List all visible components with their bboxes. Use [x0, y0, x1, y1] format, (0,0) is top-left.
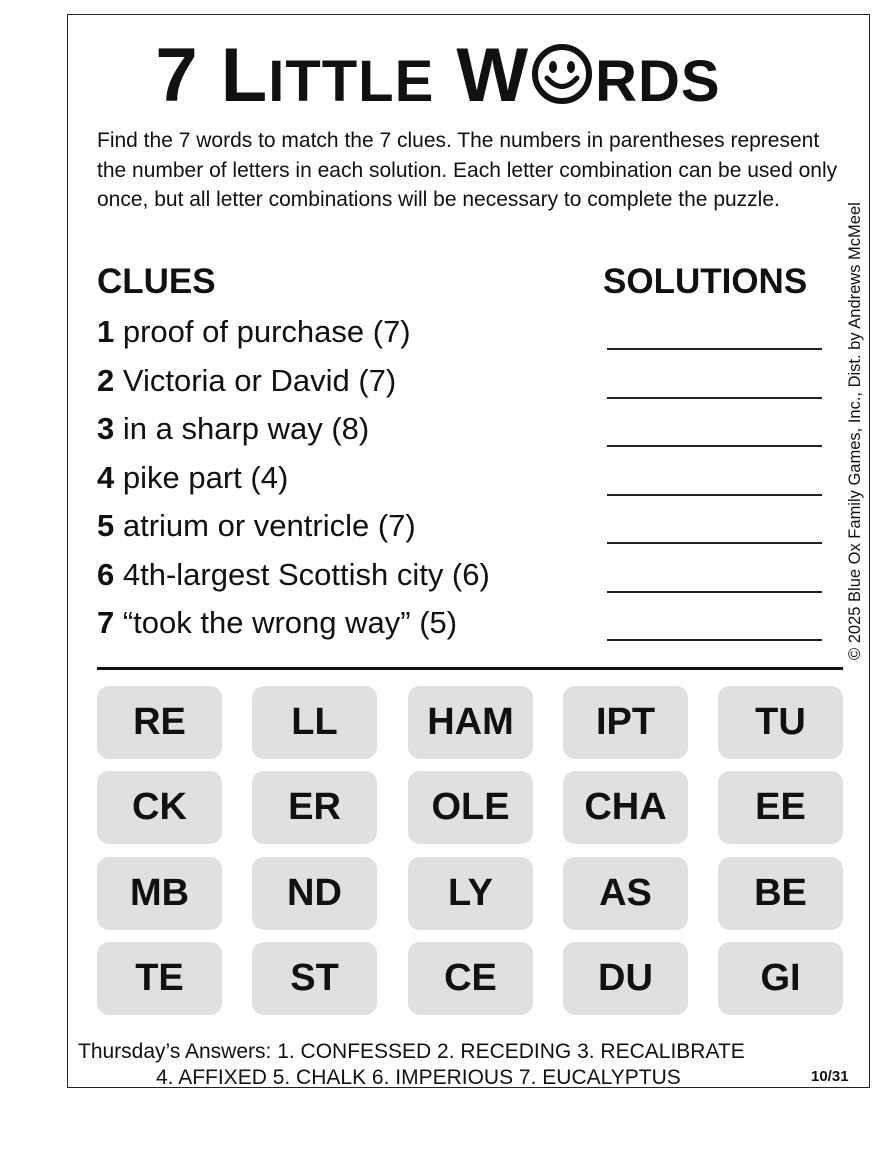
letter-tile[interactable]: LL: [252, 686, 377, 759]
letter-tile[interactable]: ER: [252, 771, 377, 844]
letter-tile[interactable]: IPT: [563, 686, 688, 759]
title-little-cap: L: [220, 33, 269, 118]
letter-tile[interactable]: LY: [408, 857, 533, 930]
letter-tile[interactable]: GI: [718, 942, 843, 1015]
clues-header: CLUES: [97, 262, 216, 301]
answers-line-1: Thursday’s Answers: 1. CONFESSED 2. RECEDING 3. RECALIBRATE: [78, 1040, 745, 1063]
letter-tile[interactable]: OLE: [408, 771, 533, 844]
solution-blank-1[interactable]: [607, 348, 822, 350]
letter-tile[interactable]: ST: [252, 942, 377, 1015]
clue-4: [97, 460, 288, 496]
title-words-cap: W: [456, 33, 530, 118]
previous-answers: [78, 1039, 858, 1091]
clue-6: [97, 557, 490, 593]
smiley-icon: [531, 43, 593, 105]
letter-tile[interactable]: CK: [97, 771, 222, 844]
clue-number: 1: [97, 314, 115, 349]
clue-text: proof of purchase (7): [114, 314, 411, 349]
clue-number: 3: [97, 411, 115, 446]
puzzle-title: [0, 33, 876, 122]
letter-tile[interactable]: TE: [97, 942, 222, 1015]
puzzle-date: 10/31: [811, 1068, 849, 1085]
answers-line-2: 4. AFFIXED 5. CHALK 6. IMPERIOUS 7. EUCALYPTUS: [156, 1066, 681, 1089]
solution-blank-3[interactable]: [607, 445, 822, 447]
letter-tile[interactable]: TU: [718, 686, 843, 759]
letter-tile[interactable]: BE: [718, 857, 843, 930]
title-little-rest: ITTLE: [268, 49, 435, 114]
clue-text: atrium or ventricle (7): [114, 508, 416, 543]
clue-text: “took the wrong way” (5): [114, 605, 458, 640]
letter-tile[interactable]: DU: [563, 942, 688, 1015]
letter-tile[interactable]: CHA: [563, 771, 688, 844]
clue-3: [97, 411, 369, 447]
clue-2: [97, 363, 396, 399]
solution-blank-6[interactable]: [607, 591, 822, 593]
letter-tile[interactable]: ND: [252, 857, 377, 930]
clue-text: pike part (4): [114, 459, 289, 495]
clue-number: 2: [97, 362, 115, 398]
clue-7: [97, 605, 457, 641]
solution-blank-5[interactable]: [607, 542, 822, 544]
letter-tile[interactable]: MB: [97, 857, 222, 930]
letter-tile[interactable]: AS: [563, 857, 688, 930]
clue-text: Victoria or David (7): [114, 362, 397, 398]
letter-tile[interactable]: HAM: [408, 686, 533, 759]
solutions-header: SOLUTIONS: [603, 262, 808, 301]
section-divider: [97, 667, 843, 670]
clue-number: 7: [97, 605, 115, 640]
title-number: 7: [155, 33, 199, 118]
title-words-rest: RDS: [595, 49, 721, 114]
clue-number: 4: [97, 459, 115, 495]
copyright-text: © 2025 Blue Ox Family Games, Inc., Dist. by Andrews McMeel: [846, 202, 864, 660]
solution-blank-7[interactable]: [607, 639, 822, 641]
letter-tile[interactable]: EE: [718, 771, 843, 844]
letter-tile[interactable]: CE: [408, 942, 533, 1015]
clue-text: in a sharp way (8): [114, 411, 370, 446]
solution-blank-4[interactable]: [607, 494, 822, 496]
clue-5: [97, 508, 416, 544]
instructions: Find the 7 words to match the 7 clues. The numbers in parentheses represent the number of letters in each solution. Each letter combination can be used only once, but all letter combinations will be necessary to complete the puzzle.: [97, 129, 838, 211]
clue-1: [97, 314, 411, 350]
clue-text: 4th-largest Scottish city (6): [114, 556, 490, 592]
solution-blank-2[interactable]: [607, 397, 822, 399]
clue-number: 5: [97, 508, 115, 543]
clue-number: 6: [97, 556, 115, 592]
letter-tile[interactable]: RE: [97, 686, 222, 759]
